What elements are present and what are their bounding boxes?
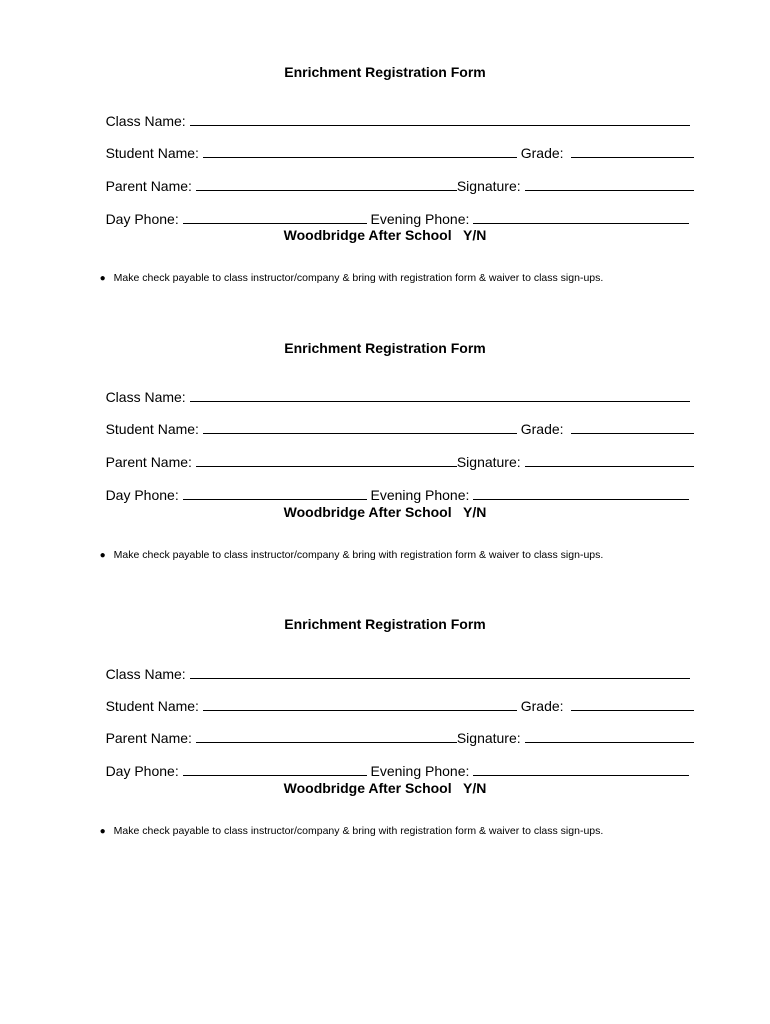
day-phone-field[interactable] — [183, 211, 367, 224]
class-name-label: Class Name: — [105, 389, 186, 405]
form-title: Enrichment Registration Form — [284, 64, 486, 80]
parent-name-label: Parent Name: — [105, 454, 192, 470]
grade-label: Grade: — [520, 145, 564, 161]
student-name-label: Student Name: — [105, 698, 199, 714]
signature-label: Signature: — [456, 454, 521, 470]
student-name-label: Student Name: — [105, 421, 199, 437]
parent-name-label: Parent Name: — [105, 730, 192, 746]
class-name-field[interactable] — [190, 666, 690, 679]
bullet-dot-icon: ● — [99, 273, 106, 284]
student-name-field[interactable] — [203, 421, 517, 434]
student-name-field[interactable] — [203, 698, 517, 711]
grade-field[interactable] — [571, 421, 694, 434]
day-phone-label: Day Phone: — [105, 487, 179, 503]
woodbridge-after-school: Woodbridge After School Y/N — [283, 504, 487, 520]
form-title: Enrichment Registration Form — [284, 340, 486, 356]
payment-note — [88, 260, 603, 297]
signature-field[interactable] — [525, 178, 694, 191]
student-name-label: Student Name: — [105, 145, 199, 161]
parent-name-field[interactable] — [196, 454, 457, 467]
payment-note-text: Make check payable to class instructor/company & bring with registration form & waiver to class sign-ups. — [113, 549, 604, 561]
evening-phone-label: Evening Phone: — [370, 763, 470, 779]
grade-field[interactable] — [571, 145, 694, 158]
grade-label: Grade: — [520, 421, 564, 437]
payment-note — [88, 537, 603, 574]
grade-label: Grade: — [520, 698, 564, 714]
class-name-field[interactable] — [190, 389, 690, 402]
parent-name-label: Parent Name: — [105, 178, 192, 194]
parent-name-field[interactable] — [196, 730, 457, 743]
payment-note — [88, 813, 603, 850]
grade-field[interactable] — [571, 698, 694, 711]
parent-name-field[interactable] — [196, 178, 457, 191]
evening-phone-field[interactable] — [473, 763, 689, 776]
signature-label: Signature: — [456, 730, 521, 746]
bullet-dot-icon: ● — [99, 550, 106, 561]
payment-note-text: Make check payable to class instructor/company & bring with registration form & waiver to class sign-ups. — [113, 825, 604, 837]
day-phone-field[interactable] — [183, 487, 367, 500]
student-name-field[interactable] — [203, 145, 517, 158]
evening-phone-field[interactable] — [473, 211, 689, 224]
bullet-dot-icon: ● — [99, 826, 106, 837]
woodbridge-after-school: Woodbridge After School Y/N — [283, 780, 487, 796]
payment-note-text: Make check payable to class instructor/company & bring with registration form & waiver to class sign-ups. — [113, 272, 604, 284]
form-title: Enrichment Registration Form — [284, 616, 486, 632]
signature-field[interactable] — [525, 730, 694, 743]
evening-phone-field[interactable] — [473, 487, 689, 500]
day-phone-label: Day Phone: — [105, 211, 179, 227]
signature-field[interactable] — [525, 454, 694, 467]
evening-phone-label: Evening Phone: — [370, 487, 470, 503]
class-name-field[interactable] — [190, 113, 690, 126]
class-name-label: Class Name: — [105, 113, 186, 129]
signature-label: Signature: — [456, 178, 521, 194]
woodbridge-after-school: Woodbridge After School Y/N — [283, 227, 487, 243]
evening-phone-label: Evening Phone: — [370, 211, 470, 227]
day-phone-field[interactable] — [183, 763, 367, 776]
class-name-label: Class Name: — [105, 666, 186, 682]
day-phone-label: Day Phone: — [105, 763, 179, 779]
